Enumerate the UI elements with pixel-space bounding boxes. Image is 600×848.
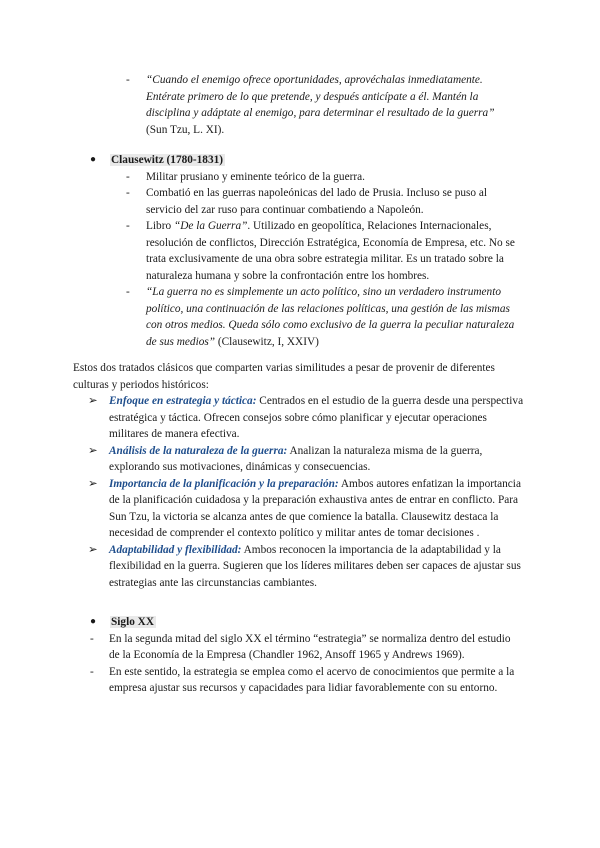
- list-item: [0, 72, 518, 138]
- item-text: Centrados en el estudio de la guerra desde una perspectiva estratégica y táctica. Ofrecen consejos sobre cómo planificar y ejecutar operaciones militares de manera efectiva.: [109, 395, 524, 440]
- item-term: Importancia de la planificación y la preparación:: [109, 477, 339, 490]
- quote-text: “La guerra no es simplemente un acto político, sino un verdadero instrumento político, una continuación de las relaciones políticas, una gestión de las mismas con otros medios. Queda sólo como exclusivo de la guerra la peculiar naturaleza de sus medios”: [146, 286, 515, 348]
- item-text: En la segunda mitad del siglo XX el término “estrategia” se normaliza dentro del estudio de la Economía de la Empresa (Chandler 1962, Ansoff 1965 y Andrews 1969).: [109, 632, 511, 661]
- item-text: En este sentido, la estrategia se emplea como el acervo de conocimientos que permite a la empresa ajustar sus recursos y capacidades para lidiar favorablemente con su entorno.: [109, 665, 515, 694]
- bullet-icon: ●: [90, 616, 97, 627]
- dash-marker: -: [126, 286, 130, 298]
- dash-marker: -: [126, 187, 130, 199]
- list-item: [0, 542, 529, 592]
- dash-marker: -: [126, 170, 130, 183]
- list-item: [0, 218, 521, 284]
- item-text: Ambos reconocen la importancia de la adaptabilidad y la flexibilidad en la guerra. Sugieren que los líderes militares deben ser capaces de ajustar sus estrategias ante las circunstancias cambiantes.: [109, 543, 521, 589]
- list-item: [0, 169, 518, 186]
- item-text: Militar prusiano y eminente teórico de la guerra.: [146, 170, 365, 183]
- item-term: Adaptabilidad y flexibilidad:: [109, 543, 242, 556]
- arrow-icon: ➢: [88, 543, 98, 556]
- dash-marker: -: [126, 74, 130, 86]
- list-item: [0, 185, 521, 218]
- arrow-icon: ➢: [88, 395, 98, 407]
- siglo-xx-section: [0, 614, 600, 697]
- list-item: [0, 664, 524, 697]
- item-text: Ambos autores enfatizan la importancia de la planificación cuidadosa y la preparación exhaustiva antes de entrar en conflicto. Para Sun Tzu, la victoria se alcanza antes de que comience la batalla. Clausewitz destaca la necesidad de comprender el contexto político y militar antes de tomar decisiones .: [109, 477, 521, 539]
- dash-marker: -: [126, 220, 130, 232]
- section-heading: Siglo XX: [111, 616, 154, 628]
- book-title: “De la Guerra”: [173, 220, 248, 232]
- item-text: Combatió en las guerras napoleónicas del lado de Prusia. Incluso se puso al servicio del zar ruso para continuar combatiendo a Napoleón.: [146, 187, 488, 216]
- list-item: [0, 284, 518, 350]
- intro-paragraph: Estos dos tratados clásicos que comparten varias similitudes a pesar de provenir de diferentes culturas y periodos históricos:: [73, 362, 495, 391]
- item-text: . Utilizado en geopolítica, Relaciones Internacionales, resolución de conflictos, Dirección Estratégica, Economía de Empresa, etc. No se trata exclusivamente de una obra sobre estrategia militar. Es un tratado sobre la naturaleza humana y sobre la confrontación entre los hombres.: [146, 220, 515, 282]
- list-item: [0, 393, 524, 443]
- dash-marker: -: [90, 632, 94, 645]
- item-term: Enfoque en estrategia y táctica:: [109, 395, 257, 407]
- list-item: [0, 476, 524, 542]
- section-heading-row: [0, 152, 600, 169]
- section-heading: Clausewitz (1780-1831): [111, 154, 224, 166]
- quote-text: “Cuando el enemigo ofrece oportunidades, aprovéchalas inmediatamente. Entérate primero de lo que pretende, y después anticípate a él. Mantén la disciplina y adáptate al enemigo, para determinar el resultado de la guerra”: [146, 74, 495, 119]
- bullet-icon: ●: [90, 154, 97, 165]
- list-item: [0, 443, 524, 476]
- item-prefix: Libro: [146, 220, 174, 232]
- section-heading-row: [0, 614, 600, 631]
- quote-citation: (Sun Tzu, L. XI).: [146, 123, 225, 136]
- arrow-icon: ➢: [88, 477, 98, 490]
- clausewitz-section: [0, 152, 600, 350]
- arrow-icon: ➢: [88, 444, 98, 457]
- dash-marker: -: [90, 665, 94, 678]
- comparison-section: [0, 360, 600, 591]
- sun-tzu-quote: [0, 72, 600, 138]
- quote-citation: (Clausewitz, I, XXIV): [215, 335, 319, 348]
- list-item: [0, 631, 524, 664]
- item-text: Analizan la naturaleza misma de la guerra, explorando sus motivaciones, dinámicas y consecuencias.: [109, 444, 483, 473]
- item-term: Análisis de la naturaleza de la guerra:: [109, 444, 288, 457]
